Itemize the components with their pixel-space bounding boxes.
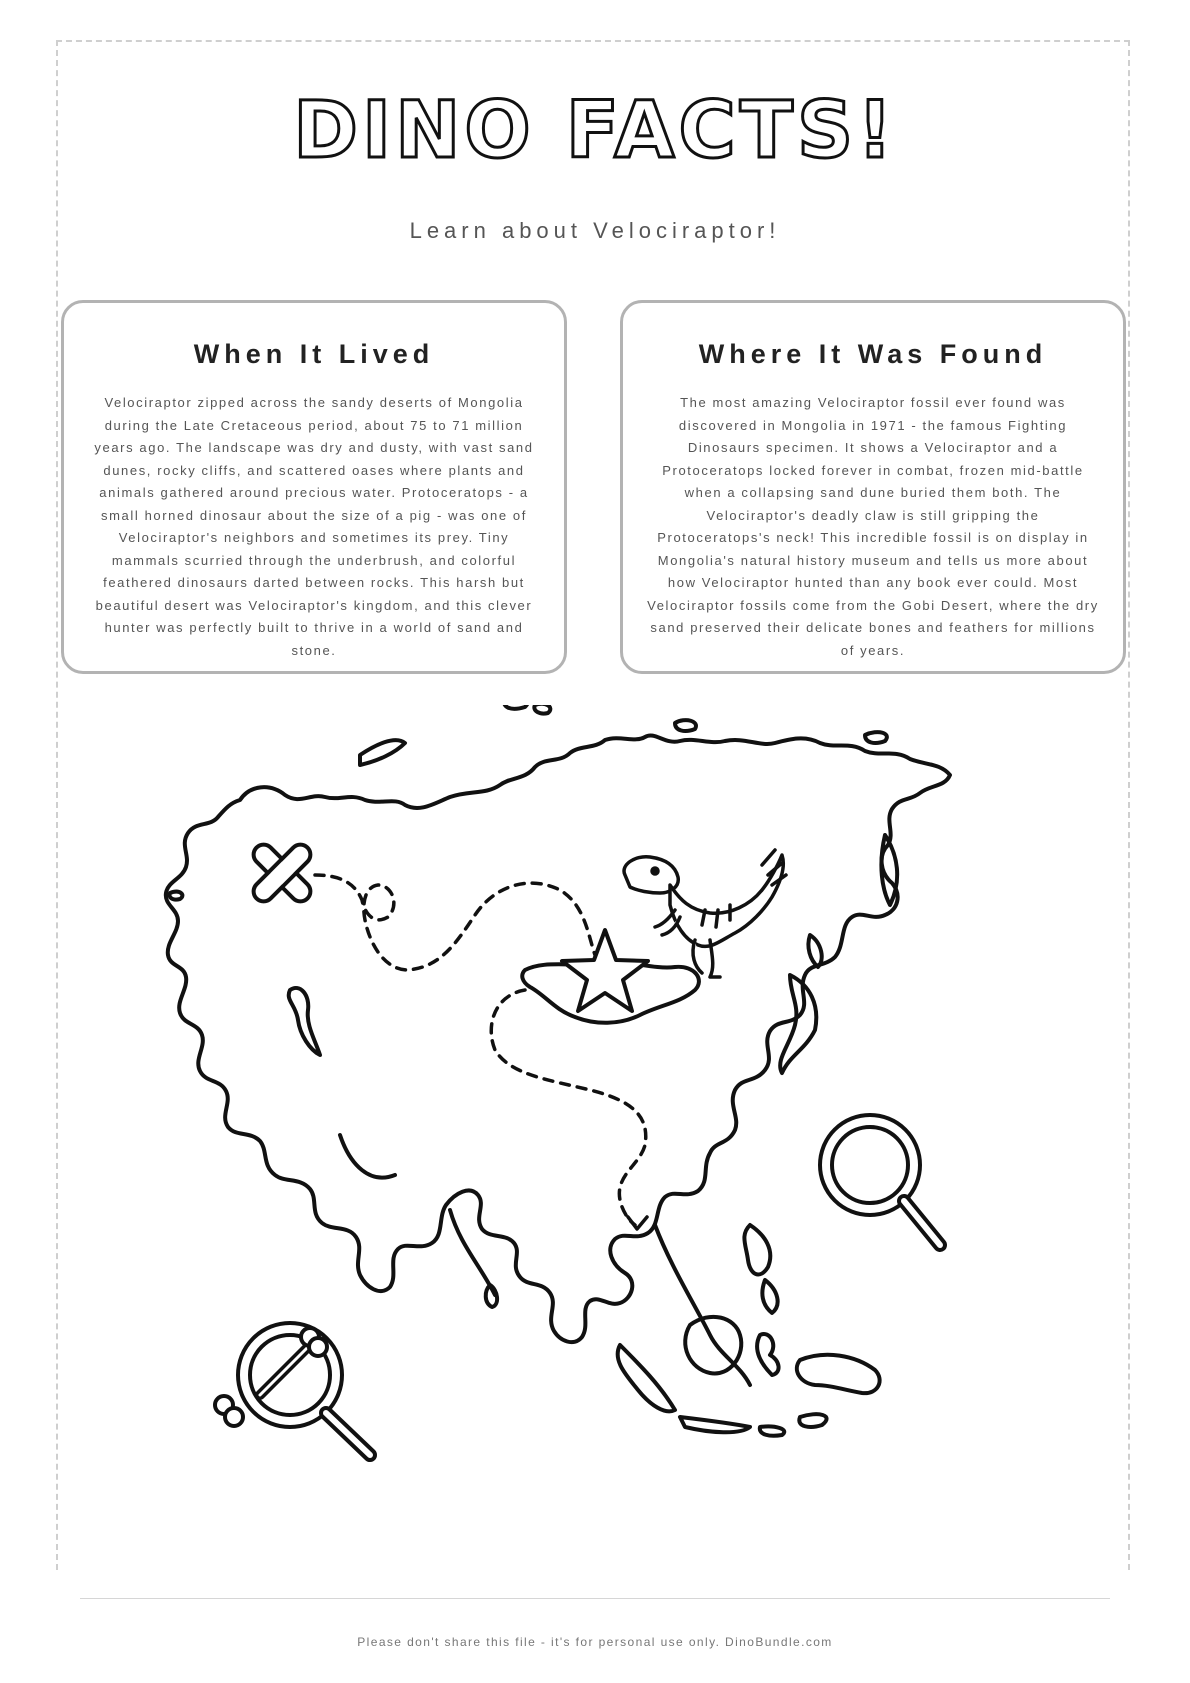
page-title: DINO FACTS! — [293, 86, 897, 176]
card-heading: When It Lived — [193, 339, 435, 369]
magnifier-icon — [820, 1115, 940, 1245]
asia-outline — [166, 735, 950, 1342]
sumatra — [618, 1345, 675, 1411]
where-it-was-found-card — [620, 300, 1126, 674]
card-body: The most amazing Velociraptor fossil ever found was discovered in Mongolia in 1971 - the famous Fighting Dinosaurs specimen. It shows a Velociraptor and a Protoceratops locked forever in combat, frozen mid-battle when a collapsing sand dune buried them both. The Velociraptor's deadly claw is still gripping the Protoceratops's neck! This incredible fossil is on display in Mongolia's natural history museum and tells us more about how Velociraptor hunted than any book ever could. Most Velociraptor fossils come from the Gobi Desert, where the dry sand preserved their delicate bones and feathers for millions of years. — [647, 395, 1099, 658]
japan-islands — [780, 975, 816, 1073]
sulawesi — [757, 1334, 778, 1375]
star-icon — [562, 930, 648, 1011]
page-subtitle: Learn about Velociraptor! — [409, 218, 781, 243]
footer-notice: Please don't share this file - it's for personal use only. DinoBundle.com — [357, 1635, 833, 1649]
java — [680, 1417, 750, 1432]
footer-divider — [80, 1598, 1110, 1599]
philippines — [744, 1225, 770, 1274]
when-it-lived-card — [61, 300, 567, 674]
card-body: Velociraptor zipped across the sandy deserts of Mongolia during the Late Cretaceous period, about 75 to 71 million years ago. The landscape was dry and dusty, with vast sand dunes, rocky cliffs, and scattered oases where plants and animals gathered around precious water. Protoceratops - a small horned dinosaur about the size of a pig - was one of Velociraptor's neighbors and sometimes its prey. Tiny mammals scurried through the underbrush, and colorful feathered dinosaurs darted between rocks. This harsh but beautiful desert was Velociraptor's kingdom, and this clever hunter was perfectly built to thrive in a world of sand and stone. — [94, 395, 534, 658]
dashed-trail — [315, 875, 595, 970]
bone-magnifier-icon — [215, 1323, 370, 1455]
velociraptor-icon — [624, 850, 786, 977]
new-guinea — [797, 1355, 880, 1393]
x-mark-icon — [231, 822, 333, 924]
arctic-islands — [360, 740, 405, 765]
card-heading: Where It Was Found — [698, 339, 1048, 369]
borneo — [685, 1317, 741, 1374]
asia-map-illustration — [150, 705, 1030, 1565]
